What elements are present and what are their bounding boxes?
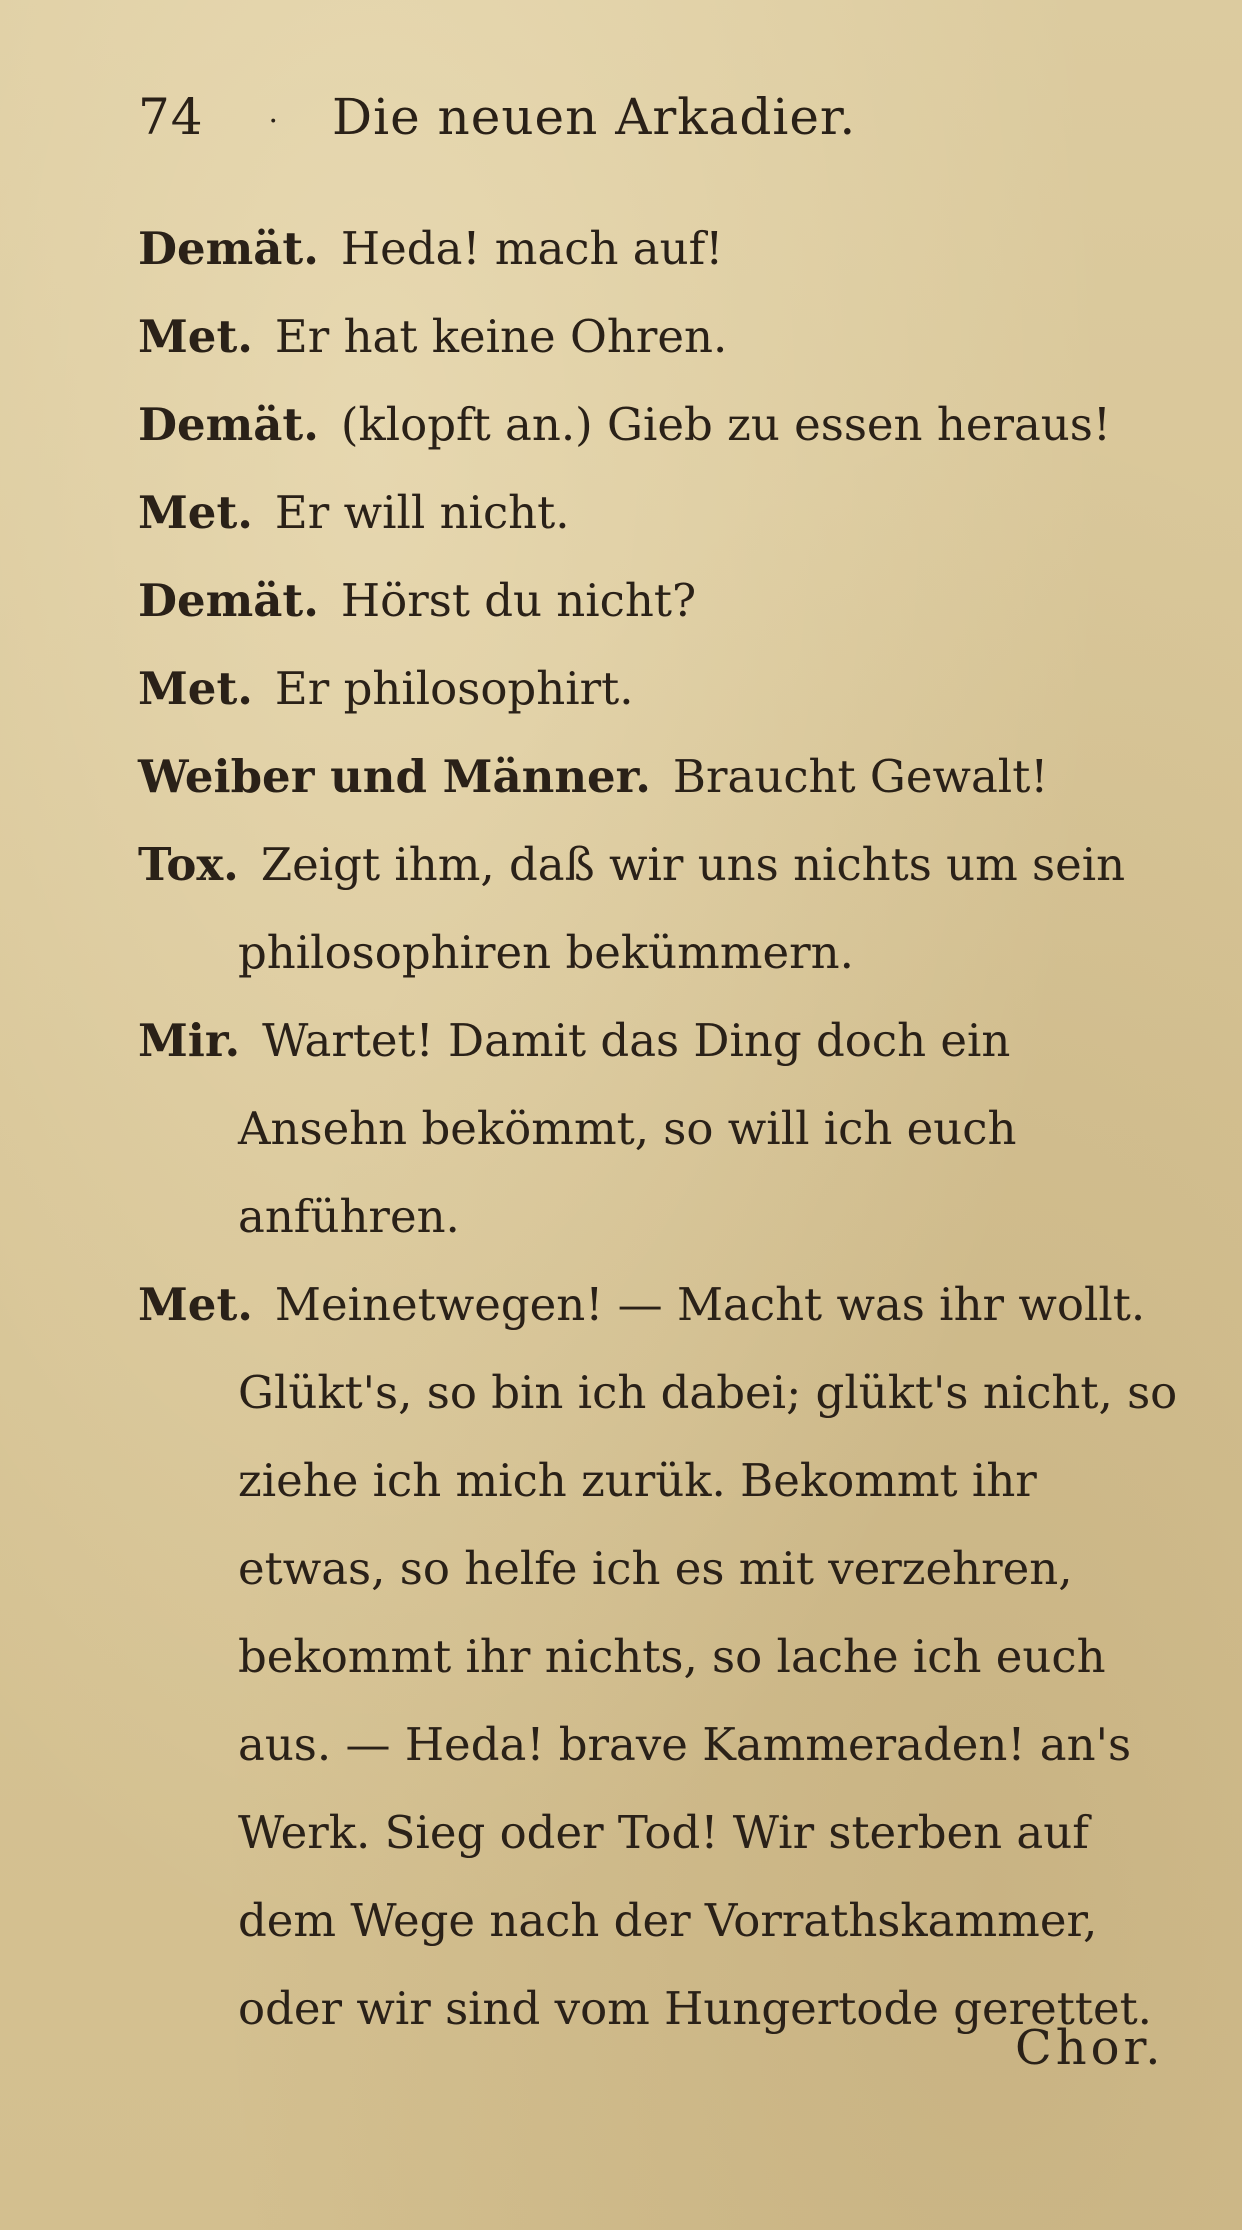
speaker-name: Met. — [138, 486, 253, 539]
speech-text: Wartet! Damit das Ding doch ein Ansehn bekömmt, so will ich euch anführen. — [238, 1014, 1017, 1243]
speech-text: Hörst du nicht? — [340, 574, 697, 627]
speech-text: Er philosophirt. — [274, 662, 634, 715]
dialogue-text — [138, 205, 1178, 2053]
speaker-name: Met. — [138, 1278, 253, 1331]
header-separator: · — [268, 103, 280, 139]
speech-line — [138, 205, 1178, 293]
speech-text: Meinetwegen! — Macht was ihr wollt. Glükt's, so bin ich dabei; glükt's nicht, so ziehe ich mich zurük. Bekommt ihr etwas, so helfe ich es mit verzehren, bekommt ihr nichts, so lache ich euch aus. — Heda! brave Kammeraden! an's Werk. Sieg oder Tod! Wir sterben auf dem Wege nach der Vorrathskammer, oder wir sind vom Hungertode gerettet. — [238, 1278, 1178, 2035]
speech-line — [138, 381, 1178, 469]
speaker-name: Demät. — [138, 222, 319, 275]
speech-line — [138, 997, 1178, 1261]
speaker-name: Weiber und Männer. — [138, 750, 651, 803]
speaker-name: Demät. — [138, 398, 319, 451]
speech-text: Zeigt ihm, daß wir uns nichts um sein philosophiren bekümmern. — [238, 838, 1126, 979]
speech-line — [138, 821, 1178, 997]
speech-text: Er will nicht. — [274, 486, 570, 539]
speech-line — [138, 1261, 1178, 2053]
speaker-name: Tox. — [138, 838, 239, 891]
speech-line — [138, 557, 1178, 645]
speaker-name: Mir. — [138, 1014, 241, 1067]
speech-text: (klopft an.) Gieb zu essen heraus! — [340, 398, 1111, 451]
speech-line — [138, 733, 1178, 821]
speech-text: Er hat keine Ohren. — [274, 310, 728, 363]
catchword: Chor. — [1015, 2020, 1165, 2076]
page-number: 74 — [138, 88, 204, 146]
speech-text: Braucht Gewalt! — [672, 750, 1049, 803]
book-title: Die neuen Arkadier. — [331, 88, 857, 146]
speaker-name: Met. — [138, 662, 253, 715]
running-head — [138, 88, 856, 146]
speech-line — [138, 645, 1178, 733]
speaker-name: Met. — [138, 310, 253, 363]
speech-text: Heda! mach auf! — [340, 222, 724, 275]
speaker-name: Demät. — [138, 574, 319, 627]
speech-line — [138, 469, 1178, 557]
speech-line — [138, 293, 1178, 381]
